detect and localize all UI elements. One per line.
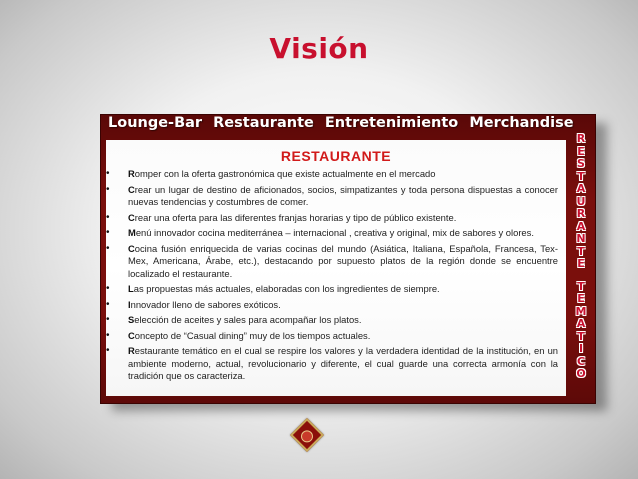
vertical-letter: C: [576, 354, 586, 368]
list-item: • Crear una oferta para las diferentes franjas horarias y tipo de público existente.: [106, 212, 558, 225]
vertical-letter: S: [577, 157, 585, 170]
vertical-letter: T: [577, 279, 585, 293]
list-item: • Cocina fusión enriquecida de varias cocinas del mundo (Asiática, Italiana, Española, Francesa, Tex-Mex, Americana, Árabe, etc.), destacando por supuesto platos de la región donde se encuentre localizado el restaurante.: [106, 243, 558, 281]
vertical-label: [570, 133, 592, 381]
vertical-letter: A: [576, 317, 586, 330]
list-item: • Selección de aceites y sales para acompañar los platos.: [106, 314, 558, 327]
nav-item-restaurante[interactable]: Restaurante: [213, 115, 314, 131]
vertical-letter: T: [577, 244, 585, 258]
vertical-word: [570, 133, 592, 271]
slide-title: Visión: [269, 32, 369, 65]
list-item: • Restaurante temático en el cual se respire los valores y la verdadera identidad de la institución, en un ambiente moderno, actual, revolucionario y diferente, el cual guarde una correcta armonía con la tradición que os caracteriza.: [106, 345, 558, 383]
nav-bar: [108, 115, 580, 139]
vertical-letter: T: [577, 169, 585, 183]
vertical-letter: O: [576, 367, 586, 380]
list-item: • Innovador lleno de sabores exóticos.: [106, 299, 558, 312]
vertical-letter: A: [576, 182, 586, 195]
vertical-letter: R: [576, 132, 586, 145]
list-item: • Las propuestas más actuales, elaboradas con los ingredientes de siempre.: [106, 283, 558, 296]
vertical-letter: I: [578, 342, 584, 355]
club-logo-icon: [290, 418, 324, 452]
list-item: • Romper con la oferta gastronómica que existe actualmente en el mercado: [106, 168, 558, 181]
vertical-letter: N: [576, 232, 586, 245]
nav-item-entretenimiento[interactable]: Entretenimiento: [324, 115, 459, 131]
vertical-letter: R: [576, 207, 586, 220]
section-title: RESTAURANTE: [280, 148, 392, 164]
list-item: • Crear un lugar de destino de aficionados, socios, simpatizantes y toda persona dispuestas a conocer nuevas tendencias y costumbres de comer.: [106, 184, 558, 209]
vertical-letter: E: [577, 257, 585, 270]
list-item: • Menú innovador cocina mediterránea – internacional , creativa y original, mix de sabores y olores.: [106, 227, 558, 240]
vertical-gap: [570, 271, 592, 281]
vertical-letter: E: [577, 144, 585, 158]
vertical-letter: T: [577, 329, 585, 343]
vertical-word: [570, 281, 592, 381]
bullet-list: [106, 168, 558, 386]
vertical-letter: E: [577, 292, 585, 305]
nav-item-lounge-bar[interactable]: Lounge-Bar: [108, 115, 203, 131]
vertical-letter: U: [576, 194, 586, 208]
nav-item-merchandise[interactable]: Merchandise: [469, 115, 574, 131]
vertical-letter: M: [575, 304, 587, 318]
list-item: • Concepto de “Casual dining” muy de los tiempos actuales.: [106, 330, 558, 343]
vertical-letter: A: [576, 219, 586, 233]
